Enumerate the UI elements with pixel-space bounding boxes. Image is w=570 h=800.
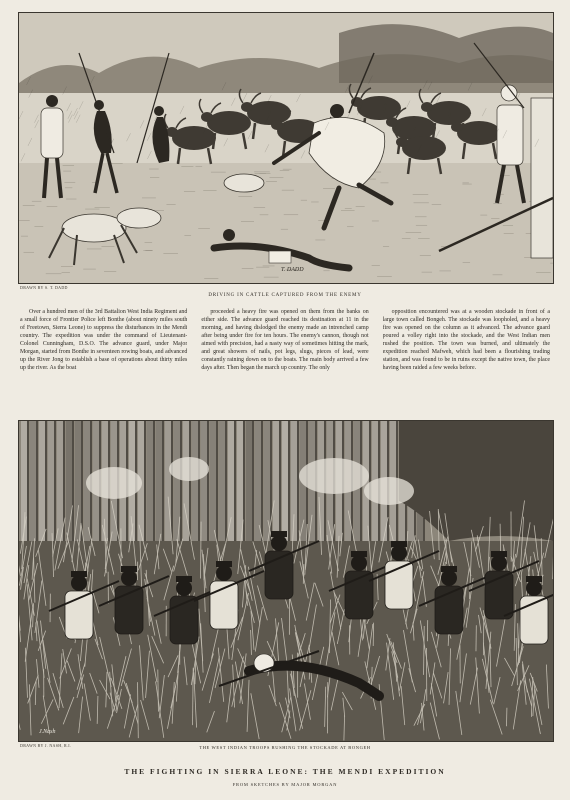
- palisade-stake: [309, 421, 315, 561]
- palisade-stake: [192, 421, 198, 561]
- palisade-stake: [291, 421, 297, 561]
- palisade-stake: [246, 421, 252, 561]
- bottom-drawn-by-credit: DRAWN BY J. NASH, R.I.: [20, 743, 72, 748]
- sketch-credit: FROM SKETCHES BY MAJOR MORGAN: [232, 782, 338, 787]
- palisade-stake: [30, 421, 36, 561]
- palisade-stake: [48, 421, 54, 561]
- article-column-3: opposition encountered was at a wooden stockade in front of a large town called Bongeh. The stockade was loopholed, and a heavy fire was opened on the column as it advanced. The advance guard poured a volley right into the stockade, and the West Indian men rushed the position. The town was burned, and ultimately the expedition reached Mafweh, which had been a flourishing trading station, and was found to be in ruins except the native town, the place having been raided a few weeks before.: [382, 309, 550, 372]
- palisade-stake: [255, 421, 261, 561]
- article-body: [20, 308, 550, 412]
- grass-blade: [303, 564, 304, 584]
- palisade-stake: [228, 421, 234, 561]
- article-column-1: Over a hundred men of the 3rd Battalion West India Regiment and a small force of Frontier Police left Bonthe (about ninety miles south of Freetown, Sierra Leone) to suppress the disturbances in the Mendi country. The expedition was under the command of Lieutenant-Colonel Cunningham, D.S.O. The advance guard, under Major Morgan, started from Bonthe in seventeen rowing boats, and advanced up the River Jong to establish a base of operations about thirty miles up the river. As the boat: [20, 309, 188, 372]
- stockade-assault-scene: [19, 421, 553, 741]
- artist-signature: T. DADD: [281, 267, 304, 273]
- stockade-assault-illustration: [18, 420, 554, 742]
- palisade-stake: [156, 421, 162, 561]
- palisade-stake: [147, 421, 153, 561]
- palisade-stake: [354, 421, 360, 561]
- cattle-drive-scene: [19, 13, 553, 283]
- cattle-drive-illustration: [18, 12, 554, 284]
- palisade-stake: [21, 421, 27, 561]
- palisade-stake: [75, 421, 81, 561]
- bottom-illustration-caption: THE WEST INDIAN TROOPS RUSHING THE STOCKADE AT BONGEH: [199, 745, 371, 750]
- page-title: THE FIGHTING IN SIERRA LEONE: THE MENDI EXPEDITION: [124, 767, 446, 776]
- grass-blade: [201, 522, 202, 579]
- top-illustration-caption: DRIVING IN CATTLE CAPTURED FROM THE ENEMY: [208, 293, 362, 298]
- stockade-palisade: [21, 421, 424, 561]
- palisade-stake: [183, 421, 189, 561]
- palisade-stake: [264, 421, 270, 561]
- palisade-stake: [84, 421, 90, 561]
- top-drawn-by-credit: DRAWN BY S. T. DADD: [20, 285, 68, 290]
- palisade-stake: [237, 421, 243, 561]
- palisade-stake: [57, 421, 63, 561]
- palisade-stake: [165, 421, 171, 561]
- palisade-stake: [300, 421, 306, 561]
- palisade-stake: [201, 421, 207, 561]
- article-column-2: proceeded a heavy fire was opened on them from the banks on either side. The advance guard reached its destination at 11 in the morning, and having dislodged the enemy made an intrenched camp after being under fire for ten hours. The enemy's cannon, though not aimed with precision, had a nasty way of sometimes hitting the mark, and great showers of nails, pot legs, slugs, pieces of lead, were constantly raining down on to the boats. The main body arrived a few days after. Then began the march up country. The only: [201, 309, 369, 372]
- palisade-stake: [219, 421, 225, 561]
- palisade-stake: [210, 421, 216, 561]
- artist-signature: J.Nash: [39, 729, 56, 735]
